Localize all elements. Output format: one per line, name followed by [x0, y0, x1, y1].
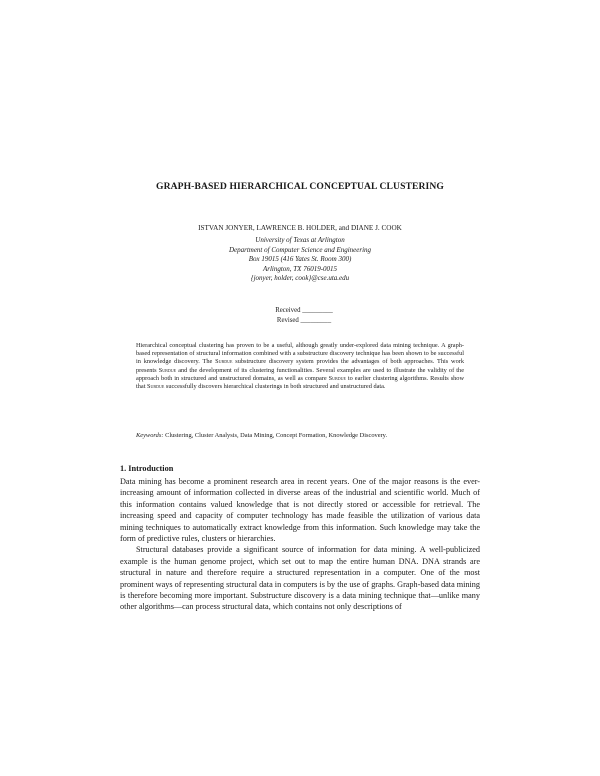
abstract-text: and the development of its clustering functionalities. Several examples are used to illustrate the validity of the approach both in structured and unstructured domains, as well as compare [136, 366, 464, 382]
subdue-name: Subdue [215, 358, 233, 366]
affiliation-city: Arlington, TX 76019-0015 [262, 264, 338, 273]
received-line: Received _________ [275, 307, 333, 314]
abstract-text: successfully discovers hierarchical clusterings in both structured and unstructured data. [164, 383, 386, 391]
date-block [0, 306, 600, 325]
abstract-text: to earlier clustering algorithms. Results show that [136, 374, 464, 391]
revised-line: Revised _________ [276, 316, 332, 324]
affiliation-department: Department of Computer Science and Engineering [228, 245, 372, 254]
abstract-text: substructure discovery system provides the advantages of both approaches. This work presents [136, 358, 464, 374]
body-text [120, 476, 480, 613]
affiliation-box: Box 19015 (416 Yates St. Room 300) [248, 255, 352, 264]
affiliation-email: {jonyer, holder, cook}@cse.uta.edu [250, 274, 350, 283]
abstract [136, 342, 464, 391]
keywords-label: Keywords: [136, 432, 164, 439]
keywords [136, 432, 464, 440]
keywords-list: Clustering, Cluster Analysis, Data Mining, Concept Formation, Knowledge Discovery. [163, 432, 388, 439]
section-heading: 1. Introduction [120, 464, 174, 473]
paragraph: Data mining has become a prominent research area in recent years. One of the major reasons is the ever-increasing amount of information collected in diverse areas of the industrial and scientific world. Much of this information contains valued knowledge that is not directly stored or accessible for retrieval. The increasing speed and capacity of computer technology has made feasible the utilization of various data mining techniques to automatically extract knowledge from this information. Such knowledge may take the form of predictive rules, clusters or hierarchies. [120, 477, 480, 544]
abstract-text: Hierarchical conceptual clustering has proven to be a useful, although greatly under-explored data mining technique. A graph-based representation of structural information combined with a substructure discovery technique has been shown to be successful in knowledge discovery. The [136, 342, 464, 366]
paragraph: Structural databases provide a significant source of information for data mining. A well-publicized example is the human genome project, which set out to map the entire human DNA. DNA strands are structural in nature and therefore require a structured representation in a computer. One of the most prominent ways of representing structural data in computers is by the use of graphs. Graph-based data mining is therefore becoming more important. Substructure discovery is a data mining technique that—unlike many other algorithms—can process structural data, which contains not only descriptions of [120, 545, 480, 612]
subdue-name: Subdue [328, 374, 346, 382]
affiliation-university: University of Texas at Arlington [255, 236, 345, 244]
author-list: ISTVAN JONYER, LAWRENCE B. HOLDER, and DIANE J. COOK [198, 224, 402, 232]
subdue-name: Subdue [147, 383, 165, 391]
subdue-name: Subdue [158, 366, 177, 374]
paper-title: GRAPH-BASED HIERARCHICAL CONCEPTUAL CLUSTERING [156, 181, 444, 192]
affiliation-block [0, 236, 600, 284]
